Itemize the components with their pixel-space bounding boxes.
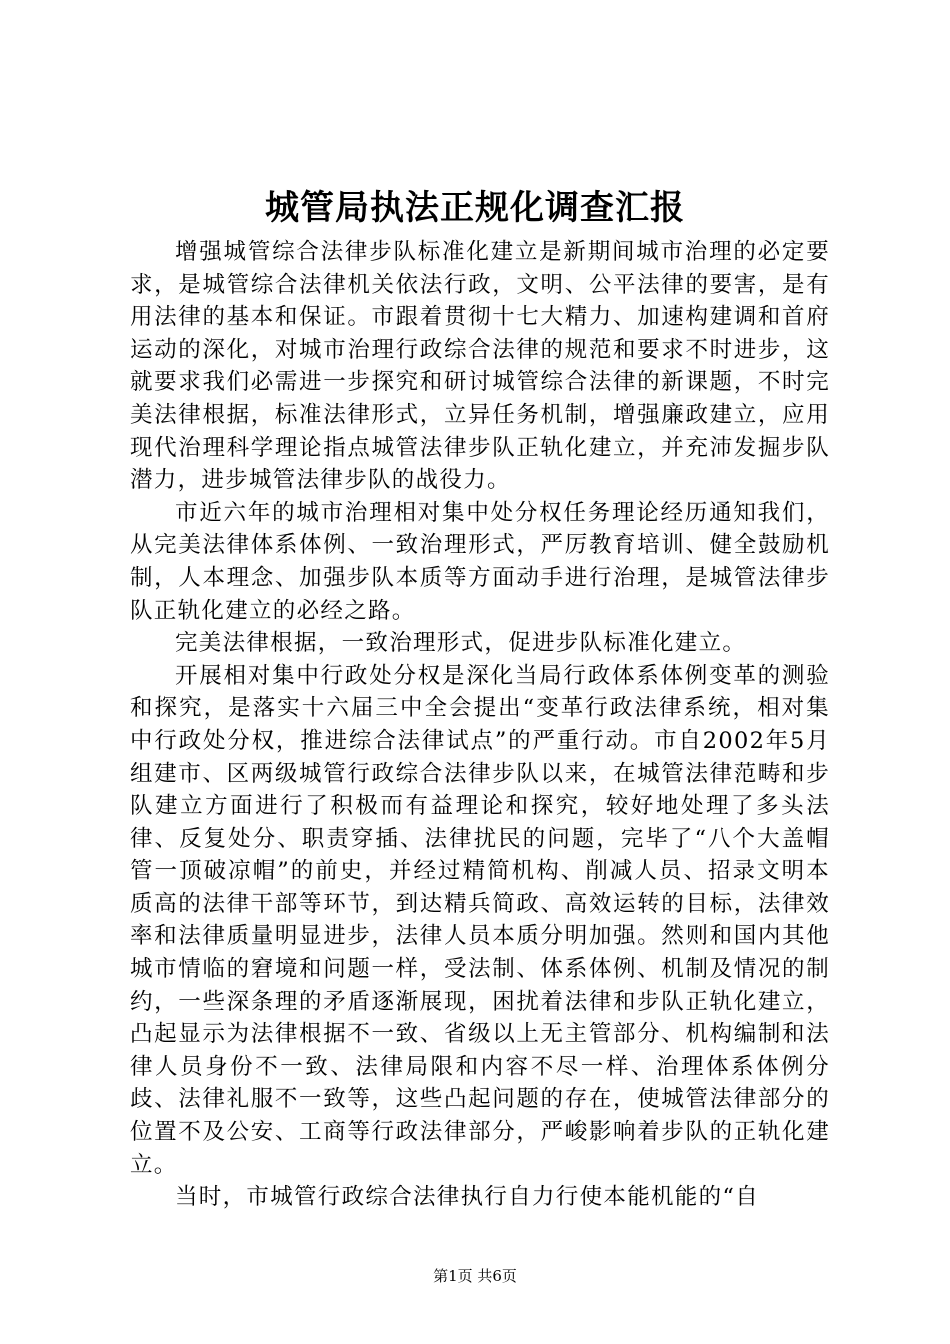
document-body [130, 236, 830, 1214]
document-title: 城管局执法正规化调查汇报 [265, 188, 685, 228]
page-footer: 第1页 共6页 [433, 1267, 517, 1285]
body-paragraph: 当时，市城管行政综合法律执行自力行使本能机能的“自 [175, 1184, 760, 1211]
section-heading-paragraph: 完美法律根据，一致治理形式，促进步队标准化建立。 [175, 630, 747, 657]
body-paragraph: 市近六年的城市治理相对集中处分权任务理论经历通知我们，从完美法律体系体例、一致治理形式，严厉教育培训、健全鼓励机制，人本理念、加强步队本质等方面动手进行治理，是城管法律步队正轨化建立的必经之路。 [130, 499, 830, 624]
body-paragraph: 增强城管综合法律步队标准化建立是新期间城市治理的必定要求，是城管综合法律机关依法行政，文明、公平法律的要害，是有用法律的基本和保证。市跟着贯彻十七大精力、加速构建调和首府运动的深化，对城市治理行政综合法律的规范和要求不时进步，这就要求我们必需进一步探究和研讨城管综合法律的新课题，不时完美法律根据，标准法律形式，立异任务机制，增强廉政建立，应用现代治理科学理论指点城管法律步队正轨化建立，并充沛发掘步队潜力，进步城管法律步队的战役力。 [130, 239, 830, 494]
body-paragraph: 开展相对集中行政处分权是深化当局行政体系体例变革的测验和探究，是落实十六届三中全会提出“变革行政法律系统，相对集中行政处分权，推进综合法律试点”的严重行动。市自2002年5月组建市、区两级城管行政综合法律步队以来，在城管法律范畴和步队建立方面进行了积极而有益理论和探究，较好地处理了多头法律、反复处分、职责穿插、法律扰民的问题，完毕了“八个大盖帽管一顶破凉帽”的前史，并经过精简机构、削减人员、招录文明本质高的法律干部等环节，到达精兵简政、高效运转的目标，法律效率和法律质量明显进步，法律人员本质分明加强。然则和国内其他城市情临的窘境和问题一样，受法制、体系体例、机制及情况的制约，一些深条理的矛盾逐渐展现，困扰着法律和步队正轨化建立，凸起显示为法律根据不一致、省级以上无主管部分、机构编制和法律人员身份不一致、法律局限和内容不尽一样、治理体系体例分歧、法律礼服不一致等，这些凸起问题的存在，使城管法律部分的位置不及公安、工商等行政法律部分，严峻影响着步队的正轨化建立。 [130, 662, 830, 1178]
